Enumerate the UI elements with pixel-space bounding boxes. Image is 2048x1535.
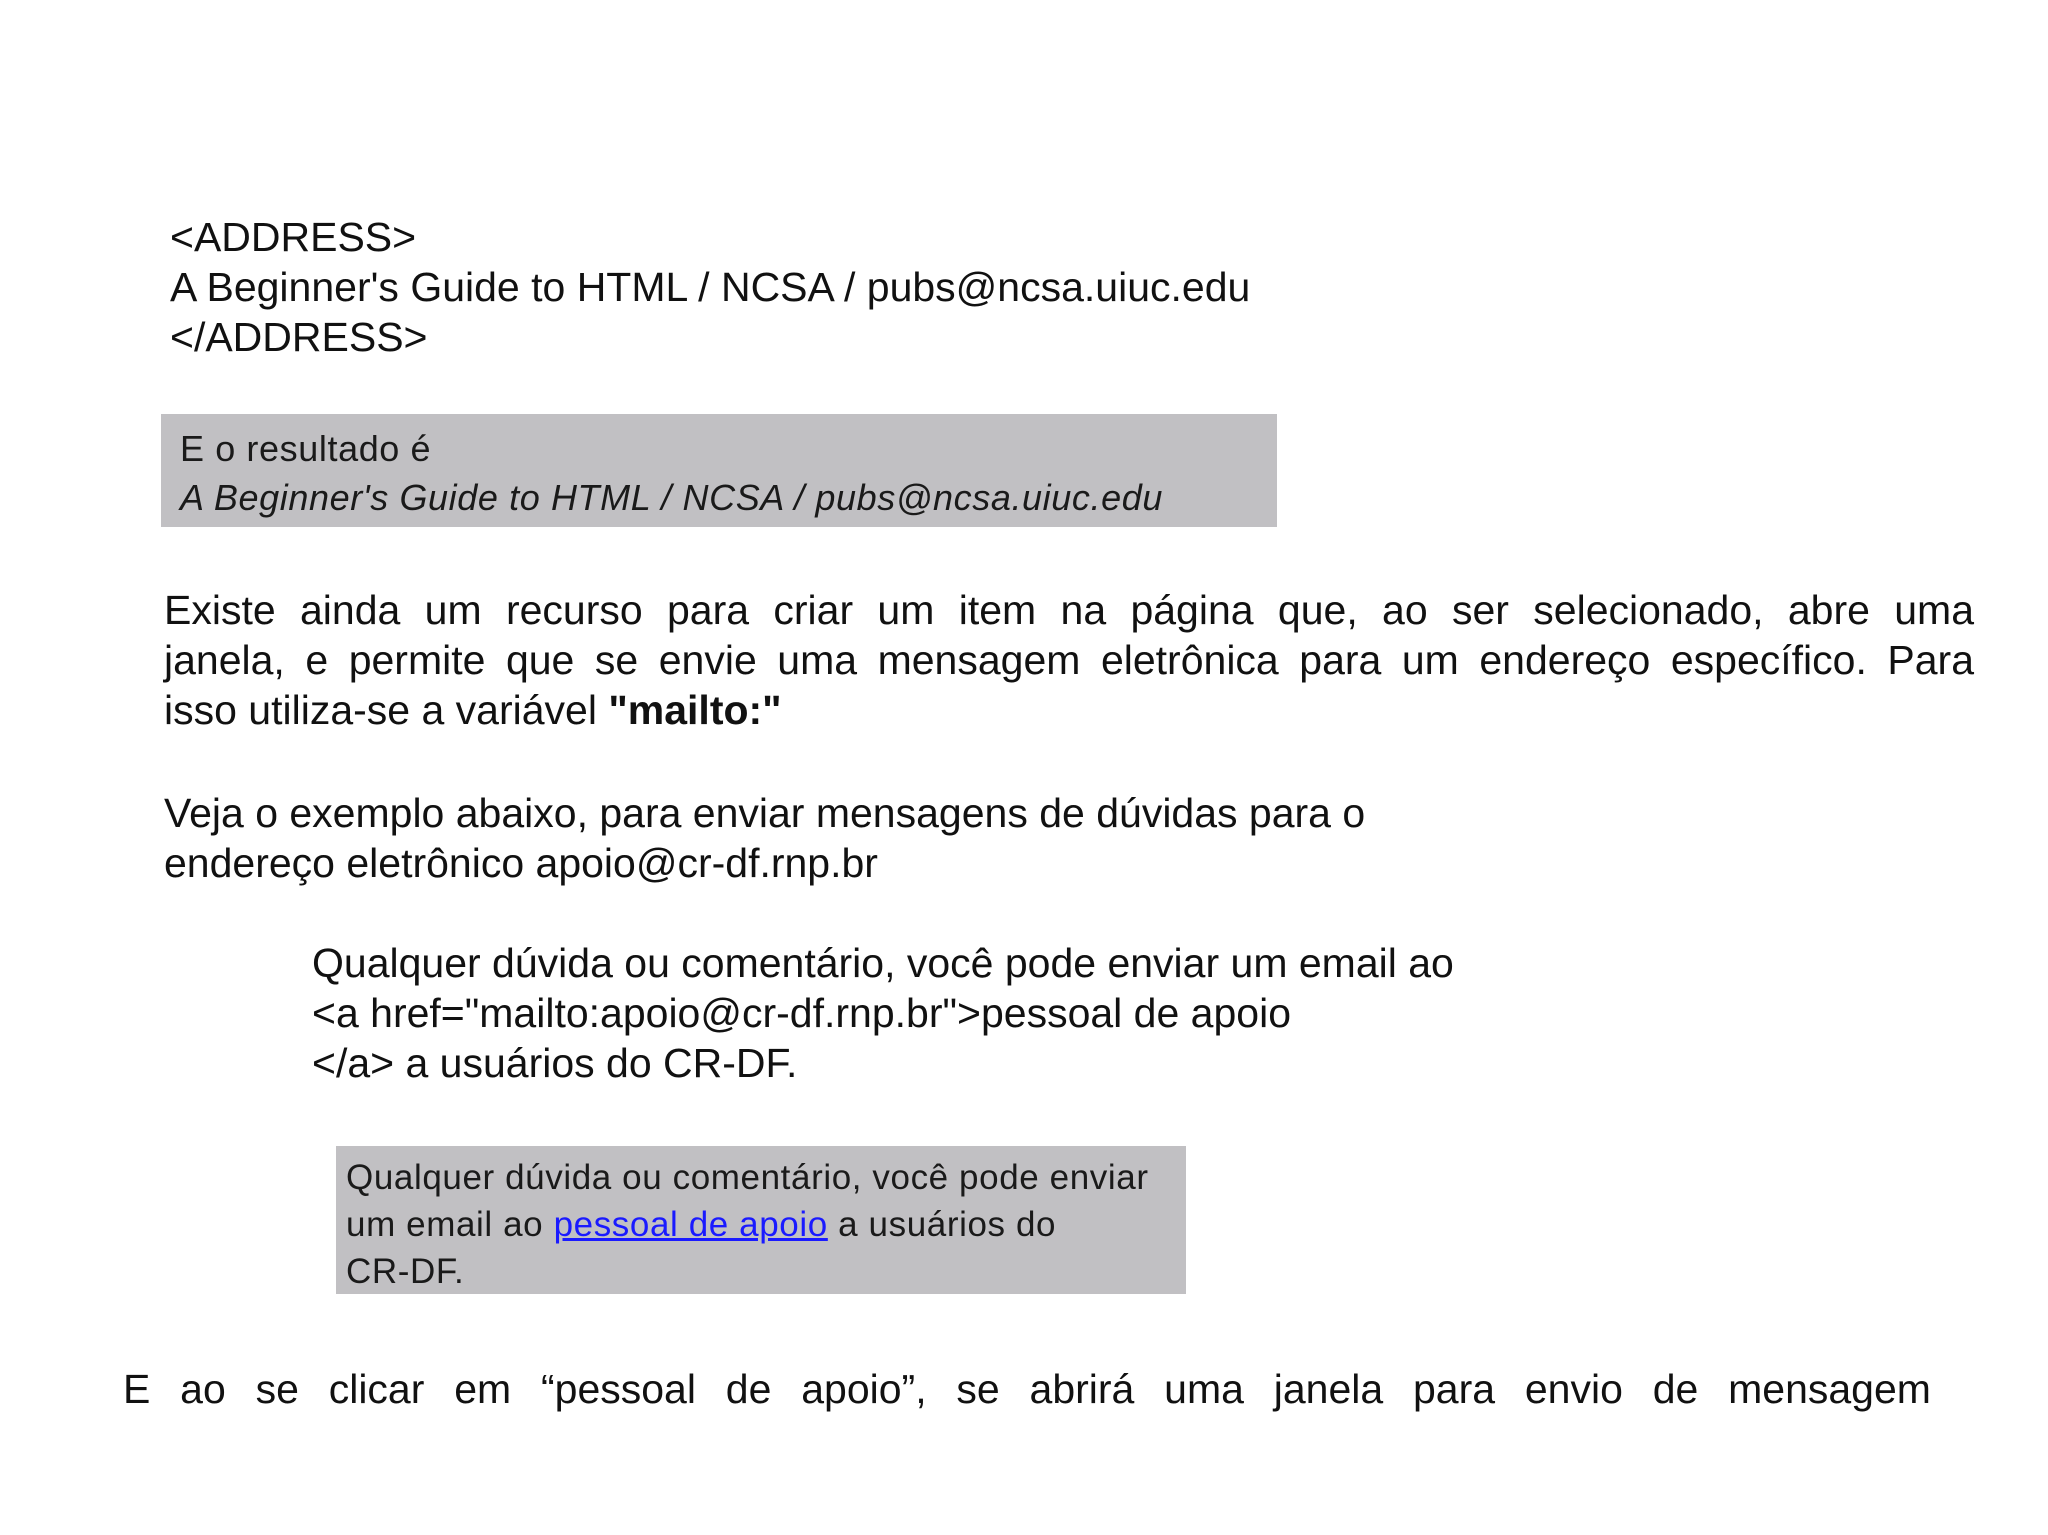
pessoal-de-apoio-link[interactable]: pessoal de apoio [553, 1205, 828, 1244]
paragraph-mailto-text: isso utiliza-se a variável [164, 687, 609, 733]
result-mailto-line-3: CR-DF. [346, 1252, 465, 1291]
paragraph-mailto-line-2: janela, e permite que se envie uma mensagem eletrônica para um endereço específico. Para [164, 637, 1974, 683]
paragraph-mailto-line-3 [164, 685, 782, 735]
result-mailto-line-2-prefix: um email ao [346, 1205, 554, 1244]
paragraph-mailto-line-1: Existe ainda um recurso para criar um item na página que, ao ser selecionado, abre uma [164, 587, 1974, 633]
code-line-address-content: A Beginner's Guide to HTML / NCSA / pubs@ncsa.uiuc.edu [170, 264, 1251, 310]
paragraph-example-line-1: Veja o exemplo abaixo, para enviar mensagens de dúvidas para o [164, 790, 1366, 836]
result-box-address [161, 414, 1277, 527]
result-mailto-line-2-suffix: a usuários do [827, 1205, 1057, 1244]
code-line-address-open: <ADDRESS> [170, 214, 417, 260]
result-mailto-line-1: Qualquer dúvida ou comentário, você pode enviar [346, 1158, 1149, 1197]
paragraph-example-line-2: endereço eletrônico apoio@cr-df.rnp.br [164, 840, 878, 886]
code-line-mailto-1: Qualquer dúvida ou comentário, você pode enviar um email ao [312, 940, 1454, 986]
result-box-mailto [336, 1146, 1186, 1294]
paragraph-click-result: E ao se clicar em “pessoal de apoio”, se abrirá uma janela para envio de mensagem [123, 1366, 1931, 1412]
code-line-mailto-3: </a> a usuários do CR-DF. [312, 1040, 798, 1086]
result-mailto-line-2 [346, 1201, 1056, 1248]
mailto-keyword: "mailto:" [608, 687, 782, 733]
code-line-address-close: </ADDRESS> [170, 314, 428, 360]
code-line-mailto-2: <a href="mailto:apoio@cr-df.rnp.br">pessoal de apoio [312, 990, 1291, 1036]
result-label: E o resultado é [180, 428, 432, 469]
result-address-rendered: A Beginner's Guide to HTML / NCSA / pubs@ncsa.uiuc.edu [180, 477, 1163, 518]
